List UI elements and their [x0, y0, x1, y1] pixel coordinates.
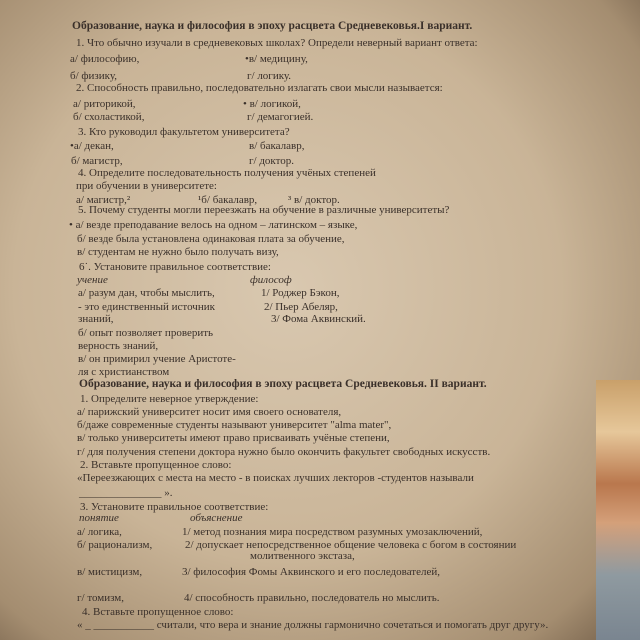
v1-q6-left: верность знаний, [78, 340, 159, 352]
v1-q6-col1: учение [77, 274, 108, 286]
v1-q3-v: в/ бакалавр, [249, 140, 305, 152]
v1-q5-b: б/ везде была установлена одинаковая плата за обучение, [77, 233, 345, 245]
v2-q3-b-expl2: молитвенного экстаза, [250, 550, 355, 562]
v1-q6: 6˙. Установите правильное соответствие: [79, 261, 271, 273]
v2-q1-g: г/ для получения степени доктора нужно было окончить факультет свободных искусств. [77, 446, 491, 458]
v1-q1-v: •в/ медицину, [245, 53, 308, 65]
v2-q3: 3. Установите правильное соответствие: [80, 501, 269, 513]
v1-q6-right: 1/ Роджер Бэкон, [261, 287, 340, 299]
v1-q6-left: в/ он примирил учение Аристоте- [78, 353, 236, 365]
v1-q6-right: 2/ Пьер Абеляр, [264, 301, 338, 313]
v1-q4-line2: при обучении в университете: [76, 180, 217, 192]
variant1-title: Образование, наука и философия в эпоху расцвета Средневековья.I вариант. [72, 20, 473, 32]
v2-q3-g: г/ томизм, [77, 592, 125, 604]
v2-q3-a: а/ логика, [77, 526, 122, 538]
v2-q1-a: а/ парижский университет носит имя своего основателя, [77, 406, 342, 418]
v2-q2-quote: «Переезжающих с места на место - в поисках лучших лекторов -студентов называли [77, 472, 474, 484]
v1-q6-left: знаний, [78, 313, 114, 325]
v1-q6-left: - это единственный источник [78, 301, 215, 313]
v1-q1-a: а/ философию, [70, 53, 140, 65]
variant2-title: Образование, наука и философия в эпоху расцвета Средневековья. II вариант. [79, 378, 487, 390]
v1-q3: 3. Кто руководил факультетом университета? [78, 126, 290, 138]
v2-q3-col2: объяснение [190, 512, 243, 524]
v2-q2: 2. Вставьте пропущенное слово: [80, 459, 232, 471]
v1-q1-b: б/ физику, [70, 70, 117, 82]
v1-q6-right: 3/ Фома Аквинский. [271, 313, 366, 325]
v1-q2-v: • в/ логикой, [243, 98, 301, 110]
v1-q6-left: ля с христианством [78, 366, 170, 378]
v1-q3-b: б/ магистр, [71, 155, 123, 167]
v1-q1-g: г/ логику. [247, 70, 292, 82]
v2-q3-col1: понятие [79, 512, 119, 524]
v1-q6-left: а/ разум дан, чтобы мыслить, [78, 287, 215, 299]
v2-q2-blank: _______________ ». [79, 487, 173, 499]
v2-q3-a-expl: 1/ метод познания мира посредством разумных умозаключений, [182, 526, 483, 538]
v1-q5-v: в/ студентам не нужно было получать визу, [77, 246, 279, 258]
v1-q4: 4. Определите последовательность получения учёных степеней [78, 167, 376, 179]
v1-q3-a: •а/ декан, [70, 140, 114, 152]
v1-q2-a: а/ риторикой, [73, 98, 136, 110]
v2-q3-g-expl: 4/ способность правильно, последователь но мыслить. [184, 592, 440, 604]
v2-q1-b: б/даже современные студенты называют университет "alma mater", [77, 419, 392, 431]
v1-q2-g: г/ демагогией. [247, 111, 314, 123]
v1-q4-v: ³ в/ доктор. [288, 194, 340, 206]
v1-q4-a: а/ магистр,² [76, 194, 131, 206]
v1-q6-left: б/ опыт позволяет проверить [78, 327, 214, 339]
v1-q1: 1. Что обычно изучали в средневековых школах? Определи неверный вариант ответа: [76, 37, 478, 49]
v2-q1-v: в/ только университеты имеют право присваивать учёные степени, [77, 432, 390, 444]
v2-q1: 1. Определите неверное утверждение: [80, 393, 259, 405]
v1-q5: 5. Почему студенты могли переезжать на обучение в различные университеты? [78, 204, 450, 216]
v2-q3-b: б/ рационализм, [77, 539, 153, 551]
v2-q4: 4. Вставьте пропущенное слово: [82, 606, 234, 618]
v1-q3-g: г/ доктор. [249, 155, 295, 167]
v1-q5-a: • а/ везде преподавание велось на одном – латинском – языке, [69, 219, 358, 231]
background-object [596, 380, 640, 640]
v1-q2-b: б/ схоластикой, [73, 111, 145, 123]
v2-q4-quote: « _ ___________ считали, что вера и знание должны гармонично сочетаться и помогать друг другу». [77, 619, 549, 631]
v2-q3-v: в/ мистицизм, [77, 566, 143, 578]
v1-q2: 2. Способность правильно, последовательно излагать свои мысли называется: [76, 82, 443, 94]
v1-q4-b: ¹б/ бакалавр, [198, 194, 258, 206]
v2-q3-b-expl: 2/ допускает непосредственное общение человека с богом в состоянии [185, 539, 517, 551]
v2-q3-v-expl: 3/ философия Фомы Аквинского и его последователей, [182, 566, 441, 578]
v1-q6-col2: философ [250, 274, 292, 286]
